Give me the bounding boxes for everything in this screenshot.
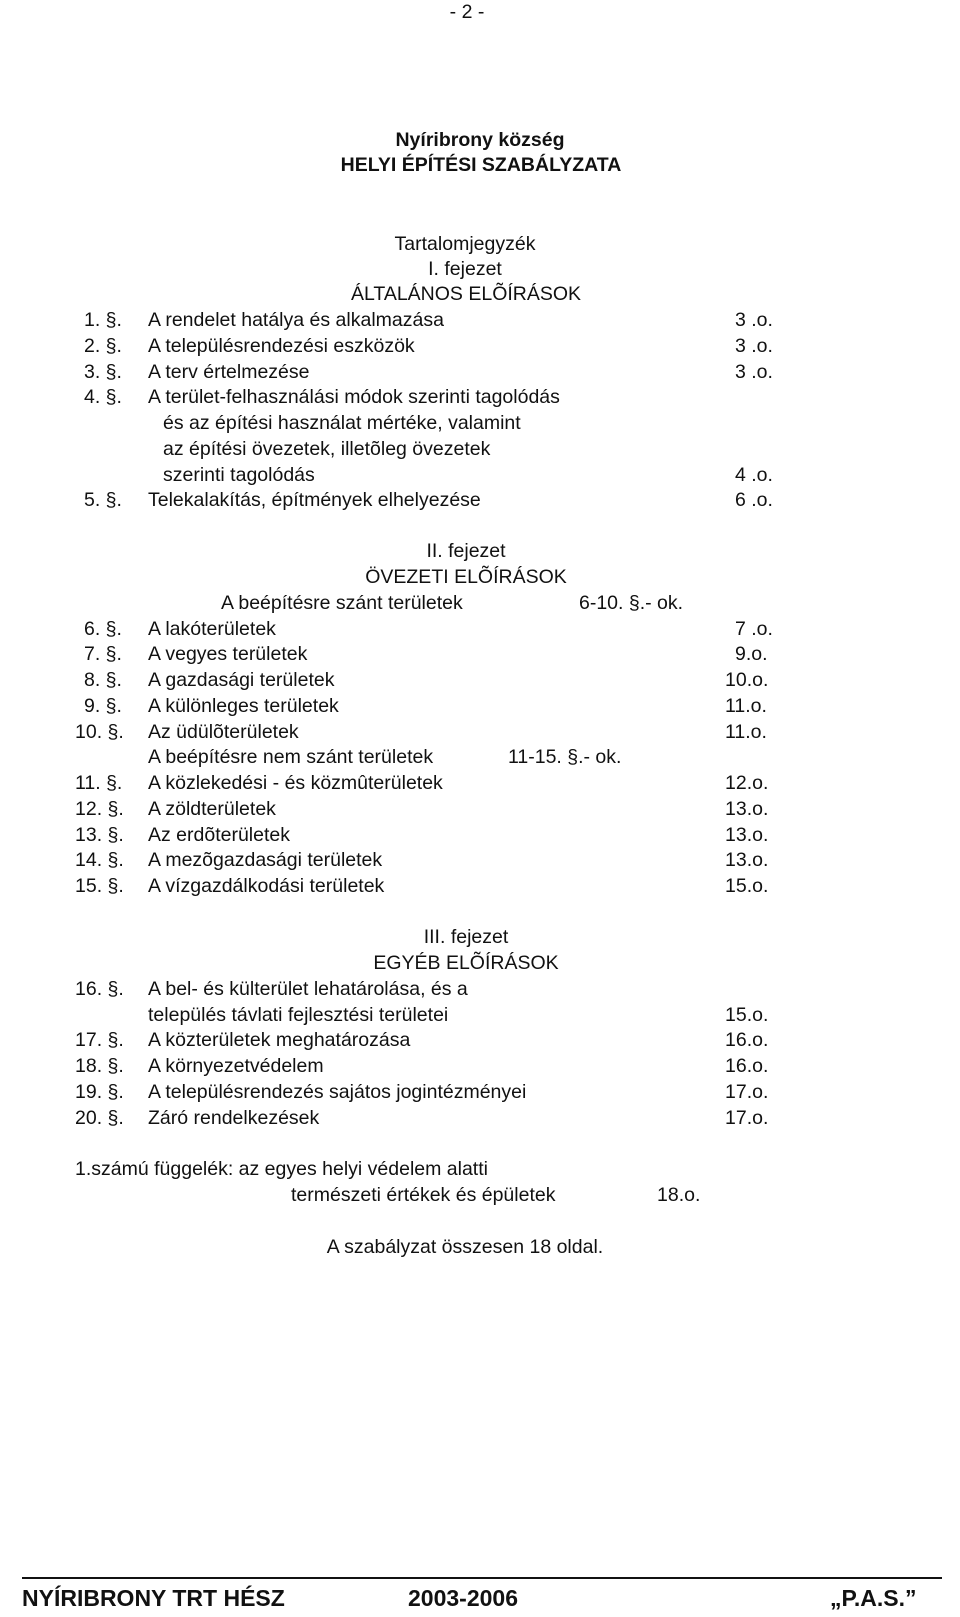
toc-group-range: 6-10. §.- ok. xyxy=(579,592,684,614)
appendix-line2: természeti értékek és épületek xyxy=(291,1184,556,1206)
toc-entry-number: 2. §. xyxy=(84,335,122,357)
summary-note: A szabályzat összesen 18 oldal. xyxy=(326,1236,604,1258)
toc-entry-page: 16.o. xyxy=(725,1029,769,1051)
toc-entry-number: 16. §. xyxy=(75,978,124,1000)
footer-right: „P.A.S.” xyxy=(830,1585,917,1611)
toc-entry-title: A bel- és külterület lehatárolása, és a xyxy=(148,978,468,1000)
toc-entry-page: 4 .o. xyxy=(735,464,773,486)
toc-entry-page: 9.o. xyxy=(735,643,768,665)
toc-group-heading: A beépítésre szánt területek xyxy=(221,592,463,614)
toc-entry-page: 13.o. xyxy=(725,824,769,846)
toc-entry-title: A rendelet hatálya és alkalmazása xyxy=(148,309,444,331)
document-title-line2: HELYI ÉPÍTÉSI SZABÁLYZATA xyxy=(340,154,622,176)
toc-entry-title: A mezõgazdasági területek xyxy=(148,849,383,871)
toc-entry-number: 12. §. xyxy=(75,798,124,820)
toc-entry-title: A zöldterületek xyxy=(148,798,276,820)
toc-entry-page: 10.o. xyxy=(725,669,769,691)
toc-entry-number: 4. §. xyxy=(84,386,122,408)
toc-entry-number: 8. §. xyxy=(84,669,122,691)
toc-entry-page: 13.o. xyxy=(725,798,769,820)
toc-entry-page: 3 .o. xyxy=(735,309,773,331)
toc-entry-page: 17.o. xyxy=(725,1107,769,1129)
toc-entry-number: 7. §. xyxy=(84,643,122,665)
toc-entry-number: 15. §. xyxy=(75,875,124,897)
toc-entry-page: 13.o. xyxy=(725,849,769,871)
chapter2-title: ÖVEZETI ELÕÍRÁSOK xyxy=(365,566,567,588)
toc-entry-title-continued: település távlati fejlesztési területei xyxy=(148,1004,449,1026)
toc-entry-title-continued: az építési övezetek, illetõleg övezetek xyxy=(163,438,491,460)
toc-entry-page: 11.o. xyxy=(725,695,767,717)
toc-entry-title: Záró rendelkezések xyxy=(148,1107,320,1129)
page-number: - 2 - xyxy=(449,1,485,23)
toc-entry-title: A terület-felhasználási módok szerinti tagolódás xyxy=(148,386,560,408)
footer-rule xyxy=(22,1577,942,1579)
toc-entry-page: 6 .o. xyxy=(735,489,773,511)
chapter3-title: EGYÉB ELÕÍRÁSOK xyxy=(373,952,559,974)
toc-entry-number: 17. §. xyxy=(75,1029,124,1051)
toc-entry-number: 11. §. xyxy=(75,772,123,794)
toc-entry-number: 9. §. xyxy=(84,695,122,717)
toc-entry-title: Telekalakítás, építmények elhelyezése xyxy=(148,489,481,511)
toc-entry-page: 12.o. xyxy=(725,772,769,794)
document-title-line1: Nyíribrony község xyxy=(395,129,565,151)
chapter3-label: III. fejezet xyxy=(423,926,509,948)
toc-entry-title-continued: és az építési használat mértéke, valamint xyxy=(163,412,521,434)
toc-entry-page: 7 .o. xyxy=(735,618,773,640)
toc-entry-page: 15.o. xyxy=(725,1004,769,1026)
toc-entry-number: 10. §. xyxy=(75,721,124,743)
toc-entry-page: 17.o. xyxy=(725,1081,769,1103)
toc-entry-number: 6. §. xyxy=(84,618,122,640)
toc-entry-page: 3 .o. xyxy=(735,361,773,383)
toc-entry-number: 3. §. xyxy=(84,361,122,383)
chapter1-title: ÁLTALÁNOS ELÕÍRÁSOK xyxy=(350,283,582,305)
toc-entry-number: 1. §. xyxy=(84,309,122,331)
toc-heading: Tartalomjegyzék xyxy=(394,233,536,255)
toc-entry-title: A terv értelmezése xyxy=(148,361,310,383)
toc-entry-page: 15.o. xyxy=(725,875,769,897)
toc-entry-page: 11.o. xyxy=(725,721,767,743)
toc-entry-number: 5. §. xyxy=(84,489,122,511)
toc-entry-title: A közlekedési - és közmûterületek xyxy=(148,772,443,794)
footer-left: NYÍRIBRONY TRT HÉSZ xyxy=(22,1585,285,1611)
footer-center: 2003-2006 xyxy=(408,1585,518,1611)
toc-entry-page: 3 .o. xyxy=(735,335,773,357)
chapter1-label: I. fejezet xyxy=(428,258,502,280)
toc-group-range: 11-15. §.- ok. xyxy=(508,746,622,768)
toc-entry-number: 19. §. xyxy=(75,1081,124,1103)
toc-entry-title: A lakóterületek xyxy=(148,618,276,640)
toc-entry-number: 13. §. xyxy=(75,824,124,846)
toc-entry-title: A különleges területek xyxy=(148,695,339,717)
toc-entry-title: A vegyes területek xyxy=(148,643,308,665)
toc-entry-title: A településrendezési eszközök xyxy=(148,335,415,357)
chapter2-label: II. fejezet xyxy=(426,540,506,562)
toc-entry-number: 14. §. xyxy=(75,849,124,871)
toc-entry-page: 16.o. xyxy=(725,1055,769,1077)
toc-group-heading: A beépítésre nem szánt területek xyxy=(148,746,434,768)
toc-entry-title: A vízgazdálkodási területek xyxy=(148,875,385,897)
appendix-line1: 1.számú függelék: az egyes helyi védelem alatti xyxy=(75,1158,488,1180)
toc-entry-title-continued: szerinti tagolódás xyxy=(163,464,315,486)
appendix-page: 18.o. xyxy=(657,1184,701,1206)
toc-entry-title: A gazdasági területek xyxy=(148,669,335,691)
toc-entry-number: 20. §. xyxy=(75,1107,124,1129)
toc-entry-number: 18. §. xyxy=(75,1055,124,1077)
toc-entry-title: A településrendezés sajátos jogintézményei xyxy=(148,1081,527,1103)
toc-entry-title: Az erdõterületek xyxy=(148,824,290,846)
toc-entry-title: A környezetvédelem xyxy=(148,1055,324,1077)
toc-entry-title: Az üdülõterületek xyxy=(148,721,299,743)
toc-entry-title: A közterületek meghatározása xyxy=(148,1029,411,1051)
